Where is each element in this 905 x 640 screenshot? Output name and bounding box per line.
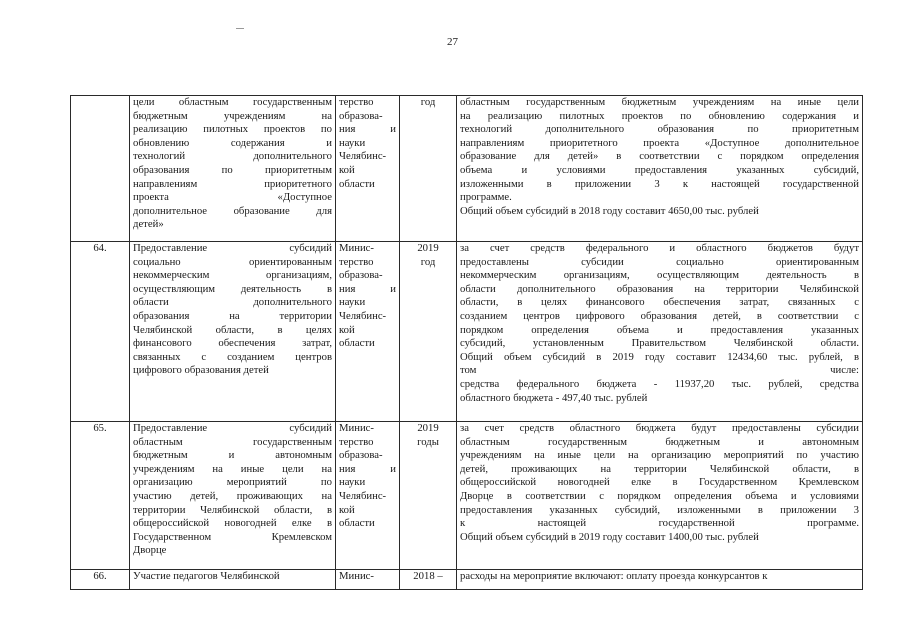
description-cell-line: созданием центров цифрового образования детей, в соответствии с [460,309,859,322]
activity-cell-line: реализацию пилотных проектов по [133,123,332,136]
executor-cell-line: кой [339,323,355,336]
description-cell-line: Общий объем субсидий в 2018 году составит 4650,00 тыс. рублей [460,204,759,217]
activity-cell-line: организацию мероприятий по [133,476,332,489]
description-cell-line: областного бюджета - 497,40 тыс. рублей [460,391,648,404]
activity-cell-line: территории Челябинской области, в [133,503,332,516]
table-row [71,570,863,590]
description-cell-line: программе. [460,191,512,204]
table-body [71,96,863,590]
activity-cell-line: областным государственным [133,435,332,448]
description-cell-line: объема и условиями предоставления указанных субсидий, [460,163,859,176]
executor-cell-line: терство [339,435,374,448]
activity-cell-line: Государственном Кремлевском [133,530,332,543]
activity-cell [130,242,336,422]
row-number-cell-line: 66. [93,570,107,582]
program-table-container [70,95,867,640]
description-cell-line: Общий объем субсидий в 2019 году составит 12434,60 тыс. рублей, в [460,350,859,363]
description-cell-line: за счет средств федерального и областного бюджетов будут [460,242,859,254]
table-row [71,96,863,242]
activity-cell-line: бюджетным учреждениям на [133,109,332,122]
executor-cell-line: образова- [339,449,383,462]
executor-cell [336,96,400,242]
description-cell [457,242,863,422]
description-cell-line: Дворце в соответствии с порядком определения объема и условиями [460,489,859,502]
description-cell-line: за счет средств областного бюджета будут предоставлены субсидии [460,422,859,434]
description-cell-line: изложенными в приложении 3 к настоящей государственной [460,177,859,190]
activity-cell-line: образования на территории [133,309,332,322]
executor-cell-line: Челябинс- [339,309,387,322]
year-cell-line: годы [417,435,439,448]
year-cell-line: 2018 – [413,570,443,582]
description-cell-line: предоставлены субсидии социально ориентированным [460,255,859,268]
description-cell-line: областным государственным бюджетным и автономным [460,435,859,448]
activity-cell-line: Участие педагогов Челябинской [133,570,280,582]
activity-cell-line: детей» [133,218,164,231]
description-cell-line: Общий объем субсидий в 2019 году составит 1400,00 тыс. рублей [460,530,759,543]
description-cell-line: средства федерального бюджета - 11937,20 тыс. рублей, средства [460,377,859,390]
description-cell-line: субсидий, установленным Правительством Челябинской области. [460,337,859,350]
description-cell-line: на реализацию пилотных проектов по обновлению содержания и [460,109,859,122]
row-number-cell [71,422,130,570]
executor-cell-line: науки [339,136,366,149]
executor-cell-line: образова- [339,269,383,282]
description-cell [457,570,863,590]
activity-cell-line: финансового обеспечения затрат, [133,337,332,350]
executor-cell-line: кой [339,163,355,176]
activity-cell-line: некоммерческим организациям, [133,269,332,282]
activity-cell-line: дополнительное образование для [133,204,332,217]
executor-cell-line: Минис- [339,570,374,582]
executor-cell-line: ния и [339,123,396,136]
activity-cell-line: Предоставление субсидий [133,422,332,434]
activity-cell-line: связанных с созданием центров [133,350,332,363]
description-cell-line: областным государственным бюджетным учреждениям на иные цели [460,96,859,108]
executor-cell-line: области [339,177,375,190]
description-cell-line: расходы на мероприятие включают: оплату проезда конкурсантов к [460,570,768,582]
year-cell-line: 2019 [417,242,439,254]
description-cell-line: детей, проживающих на территории Челябинской области, в [460,462,859,475]
executor-cell-line: терство [339,255,374,268]
description-cell [457,96,863,242]
table-row [71,422,863,570]
executor-cell-line: науки [339,296,366,309]
executor-cell-line: ния и [339,462,396,475]
executor-cell-line: области [339,517,375,530]
row-number-cell-line: 65. [93,422,107,434]
row-number-cell-line: 64. [93,242,107,254]
year-cell-line: 2019 [417,422,439,434]
row-number-cell [71,570,130,590]
activity-cell-line: направлениям приоритетного [133,177,332,190]
description-cell-line: технологий дополнительного образования по приоритетным [460,123,859,136]
executor-cell-line: области [339,337,375,350]
description-cell-line: общероссийской новогодней елке в Государственном Кремлевском [460,476,859,489]
activity-cell-line: образования по приоритетным [133,163,332,176]
activity-cell-line: Челябинской области, в целях [133,323,332,336]
year-cell [400,242,457,422]
activity-cell-line: цели областным государственным [133,96,332,108]
executor-cell-line: Челябинс- [339,150,387,163]
activity-cell-line: проекта «Доступное [133,191,332,204]
activity-cell-line: Предоставление субсидий [133,242,332,254]
activity-cell-line: социально ориентированным [133,255,332,268]
year-cell-line: год [420,96,436,108]
executor-cell [336,422,400,570]
description-cell-line: предоставления указанных субсидий, изложенными в приложении 3 [460,503,859,516]
description-cell [457,422,863,570]
executor-cell-line: науки [339,476,366,489]
executor-cell-line: кой [339,503,355,516]
activity-cell-line: технологий дополнительного [133,150,332,163]
executor-cell [336,570,400,590]
description-cell-line: порядком определения объема и предоставления указанных [460,323,859,336]
description-cell-line: области дополнительного образования на территории Челябинской [460,282,859,295]
executor-cell-line: образова- [339,109,383,122]
description-cell-line: образование для детей» в соответствии с порядком определения [460,150,859,163]
activity-cell-line: участию детей, проживающих на [133,489,332,502]
activity-cell [130,96,336,242]
activity-cell-line: области дополнительного [133,296,332,309]
table-row [71,242,863,422]
description-cell-line: учреждениям на иные цели на организацию мероприятий по участию [460,449,859,462]
year-cell [400,570,457,590]
activity-cell-line: осуществляющим деятельность в [133,282,332,295]
year-cell-line: год [420,255,436,268]
program-table [70,95,863,590]
year-cell [400,96,457,242]
activity-cell-line: учреждениям на иные цели на [133,462,332,475]
executor-cell-line: Челябинс- [339,489,387,502]
activity-cell-line: Дворце [133,544,167,557]
executor-cell-line: ния и [339,282,396,295]
activity-cell [130,570,336,590]
executor-cell-line: Минис- [339,242,374,254]
description-cell-line: некоммерческим организациям, осуществляющим деятельность в [460,269,859,282]
scan-mark [236,28,244,29]
activity-cell [130,422,336,570]
row-number-cell [71,96,130,242]
description-cell-line: к настоящей государственной программе. [460,517,859,530]
activity-cell-line: цифрового образования детей [133,364,269,377]
executor-cell-line: терство [339,96,374,108]
executor-cell-line: Минис- [339,422,374,434]
year-cell [400,422,457,570]
row-number-cell [71,242,130,422]
description-cell-line: области, в целях финансового обеспечения затрат, связанных с [460,296,859,309]
activity-cell-line: бюджетным и автономным [133,449,332,462]
page-number: 27 [447,36,458,48]
description-cell-line: направлениям приоритетного проекта «Доступное дополнительное [460,136,859,149]
executor-cell [336,242,400,422]
activity-cell-line: общероссийской новогодней елке в [133,517,332,530]
description-cell-line: том числе: [460,364,859,377]
activity-cell-line: обновлению содержания и [133,136,332,149]
